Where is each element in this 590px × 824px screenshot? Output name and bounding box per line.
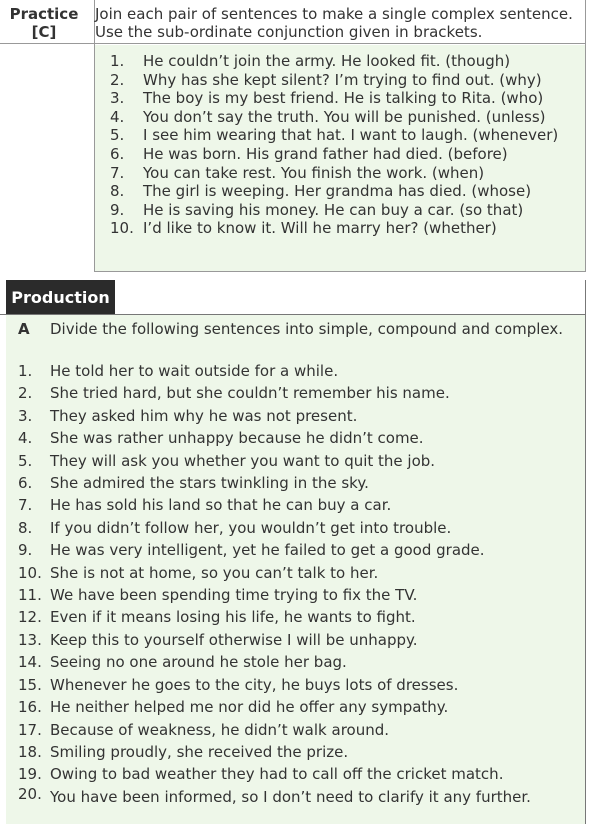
exercise-instructions-text: Divide the following sentences into simple, compound and complex. bbox=[50, 320, 564, 338]
item-text: We have been spending time trying to fix the TV. bbox=[50, 586, 418, 605]
item-number: 9. bbox=[110, 200, 125, 219]
production-item bbox=[18, 562, 578, 584]
item-number: 6. bbox=[18, 474, 33, 493]
production-item bbox=[18, 472, 578, 494]
item-text: He couldn’t join the army. He looked fit. (though) bbox=[143, 52, 511, 70]
item-text: I see him wearing that hat. I want to laugh. (whenever) bbox=[143, 126, 559, 145]
item-text: Whenever he goes to the city, he buys lots of dresses. bbox=[50, 675, 459, 694]
item-text: Seeing no one around he stole her bag. bbox=[50, 653, 347, 672]
item-text: They will ask you whether you want to quit the job. bbox=[50, 451, 436, 470]
production-item bbox=[18, 606, 578, 628]
item-text: He neither helped me nor did he offer any sympathy. bbox=[50, 698, 449, 717]
production-item bbox=[18, 651, 578, 673]
item-text: He told her to wait outside for a while. bbox=[50, 362, 339, 380]
item-number: 17. bbox=[18, 720, 42, 739]
production-item bbox=[18, 427, 578, 449]
item-number: 15. bbox=[18, 675, 42, 694]
item-number: 3. bbox=[18, 406, 33, 425]
practice-item bbox=[110, 126, 580, 145]
item-number: 20. bbox=[18, 784, 42, 803]
item-number: 14. bbox=[18, 653, 42, 672]
item-text: You have been informed, so I don’t need to clarify it any further. bbox=[50, 787, 531, 806]
item-text: She was rather unhappy because he didn’t come. bbox=[50, 429, 424, 448]
item-text: You don’t say the truth. You will be punished. (unless) bbox=[143, 107, 546, 126]
item-number: 3. bbox=[110, 89, 125, 108]
production-item bbox=[18, 494, 578, 516]
item-number: 1. bbox=[18, 362, 33, 380]
item-number: 5. bbox=[110, 126, 125, 145]
practice-item bbox=[110, 145, 580, 164]
item-text: He was born. His grand father had died. (before) bbox=[143, 144, 508, 163]
production-section-title: Production bbox=[6, 280, 115, 314]
item-number: 13. bbox=[18, 630, 42, 649]
production-instructions bbox=[18, 320, 578, 338]
item-number: 9. bbox=[18, 541, 33, 560]
item-text: They asked him why he was not present. bbox=[50, 406, 358, 425]
item-number: 10. bbox=[110, 219, 134, 238]
item-text: Smiling proudly, she received the prize. bbox=[50, 742, 349, 761]
production-border bbox=[585, 280, 586, 824]
production-item bbox=[18, 786, 578, 806]
exercise-letter: A bbox=[18, 320, 30, 338]
item-number: 8. bbox=[18, 518, 33, 537]
item-number: 1. bbox=[110, 52, 125, 70]
item-text: He is saving his money. He can buy a car. (so that) bbox=[143, 200, 524, 219]
practice-item bbox=[110, 71, 580, 90]
practice-instructions: Join each pair of sentences to make a single complex sentence. Use the sub-ordinate conjunction given in brackets. bbox=[95, 5, 573, 41]
item-text: I’d like to know it. Will he marry her? (whether) bbox=[143, 219, 497, 238]
production-sentence-list bbox=[18, 360, 578, 806]
item-text: Why has she kept silent? I’m trying to find out. (why) bbox=[143, 70, 542, 89]
item-text: You can take rest. You finish the work. (when) bbox=[143, 163, 485, 182]
practice-item bbox=[110, 201, 580, 220]
item-number: 11. bbox=[18, 586, 42, 605]
production-item bbox=[18, 741, 578, 763]
item-number: 8. bbox=[110, 182, 125, 201]
item-text: Keep this to yourself otherwise I will be unhappy. bbox=[50, 630, 418, 649]
practice-item bbox=[110, 219, 580, 238]
practice-item bbox=[110, 108, 580, 127]
item-text: The boy is my best friend. He is talking to Rita. (who) bbox=[143, 89, 544, 108]
item-number: 2. bbox=[18, 384, 33, 403]
item-number: 10. bbox=[18, 563, 42, 582]
production-item bbox=[18, 584, 578, 606]
production-item bbox=[18, 696, 578, 718]
production-item bbox=[18, 674, 578, 696]
practice-item bbox=[110, 164, 580, 183]
item-text: Because of weakness, he didn’t walk around. bbox=[50, 720, 390, 739]
item-text: He was very intelligent, yet he failed to get a good grade. bbox=[50, 541, 485, 560]
item-number: 2. bbox=[110, 70, 125, 89]
item-number: 6. bbox=[110, 144, 125, 163]
production-item bbox=[18, 763, 578, 785]
item-number: 16. bbox=[18, 698, 42, 717]
item-number: 19. bbox=[18, 765, 42, 784]
practice-item bbox=[110, 89, 580, 108]
item-number: 4. bbox=[18, 429, 33, 448]
production-item bbox=[18, 629, 578, 651]
item-number: 5. bbox=[18, 451, 33, 470]
practice-heading-label: Practice bbox=[9, 5, 79, 23]
item-text: He has sold his land so that he can buy a car. bbox=[50, 496, 392, 515]
production-item bbox=[18, 382, 578, 404]
item-number: 7. bbox=[110, 163, 125, 182]
practice-sentence-list bbox=[110, 52, 580, 238]
item-text: If you didn’t follow her, you wouldn’t get into trouble. bbox=[50, 518, 452, 537]
item-text: The girl is weeping. Her grandma has died. (whose) bbox=[143, 182, 532, 201]
item-text: Owing to bad weather they had to call off the cricket match. bbox=[50, 765, 504, 784]
practice-item bbox=[110, 52, 580, 71]
production-item bbox=[18, 539, 578, 561]
item-number: 7. bbox=[18, 496, 33, 515]
item-text: She is not at home, so you can’t talk to her. bbox=[50, 563, 379, 582]
production-item bbox=[18, 405, 578, 427]
item-number: 18. bbox=[18, 742, 42, 761]
item-text: Even if it means losing his life, he wants to fight. bbox=[50, 608, 416, 627]
item-number: 4. bbox=[110, 107, 125, 126]
item-text: She admired the stars twinkling in the sky. bbox=[50, 474, 369, 493]
production-item bbox=[18, 517, 578, 539]
practice-heading bbox=[8, 5, 80, 41]
production-item bbox=[18, 360, 578, 382]
practice-heading-code: [C] bbox=[31, 23, 57, 41]
practice-item bbox=[110, 182, 580, 201]
item-number: 12. bbox=[18, 608, 42, 627]
production-item bbox=[18, 719, 578, 741]
item-text: She tried hard, but she couldn’t remember his name. bbox=[50, 384, 450, 403]
production-item bbox=[18, 450, 578, 472]
